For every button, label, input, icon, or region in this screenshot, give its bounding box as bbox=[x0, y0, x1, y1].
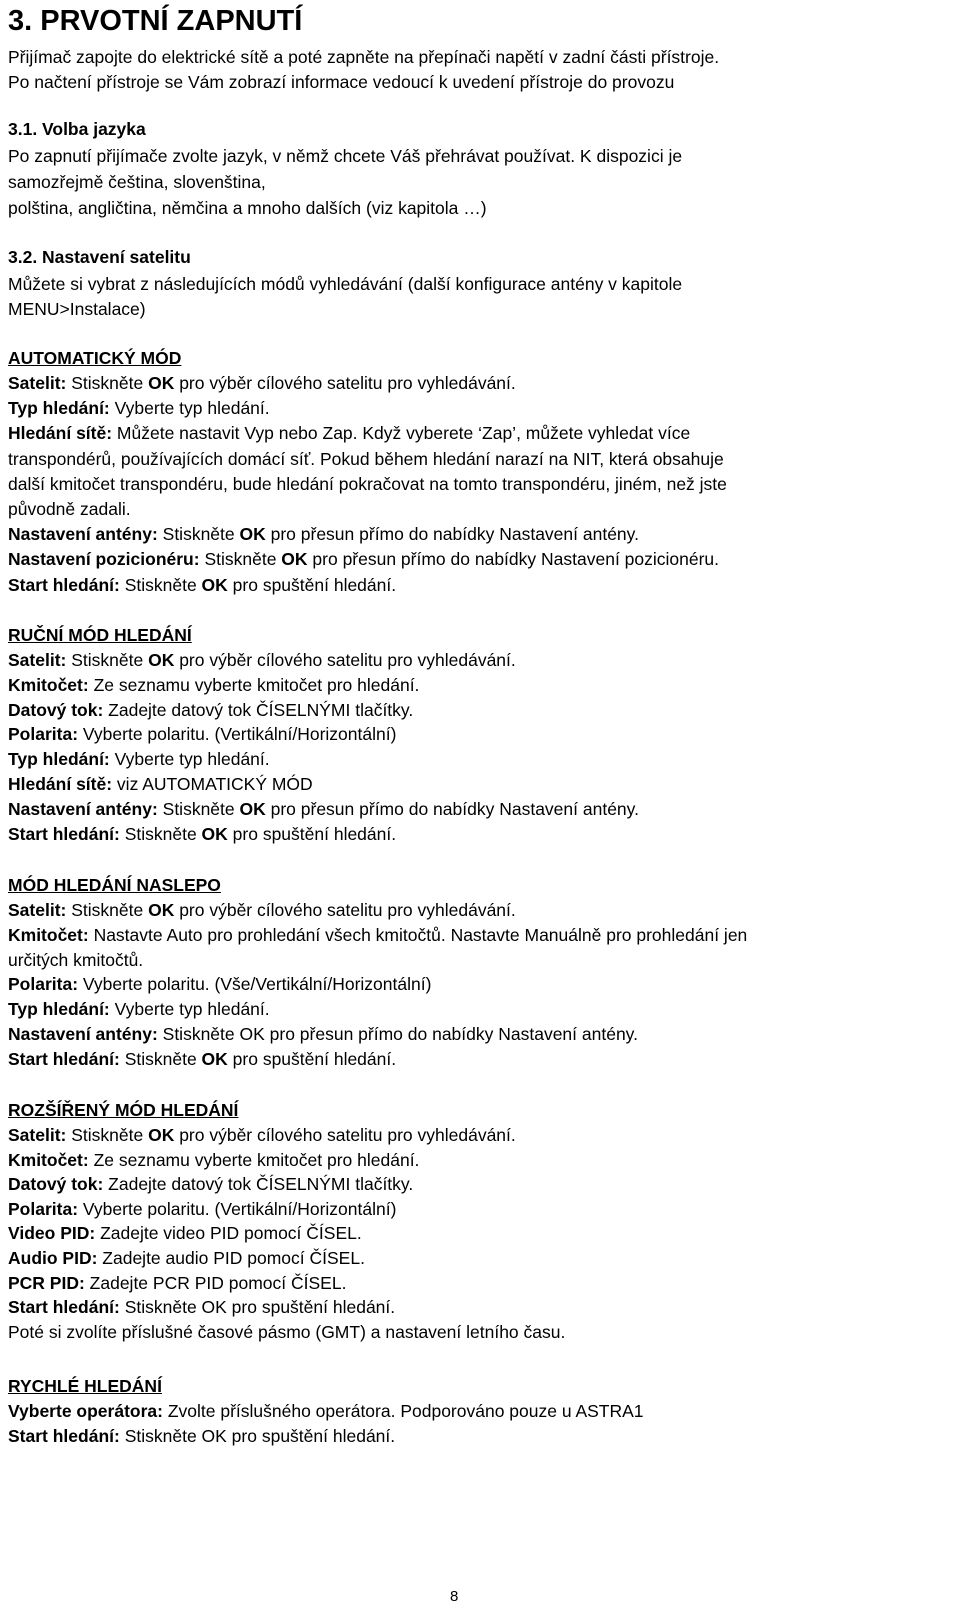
field-label: Start hledání: bbox=[8, 1048, 120, 1069]
field-label: Polarita: bbox=[8, 1198, 79, 1219]
row-text: pro výběr cílového satelitu pro vyhledávání. bbox=[174, 900, 516, 920]
row-text: Stiskněte OK pro přesun přímo do nabídky Nastavení antény. bbox=[157, 1024, 638, 1044]
row-text: Vyberte typ hledání. bbox=[109, 749, 270, 770]
row-text: Stiskněte OK pro spuštění hledání. bbox=[119, 1426, 396, 1446]
ok-key: OK bbox=[281, 549, 308, 570]
extended-row bbox=[8, 1320, 565, 1344]
blind-row bbox=[8, 948, 143, 972]
row-text: pro výběr cílového satelitu pro vyhledávání. bbox=[174, 650, 516, 670]
ok-key: OK bbox=[239, 524, 266, 545]
row-text: Stiskněte bbox=[66, 900, 149, 920]
field-label: Audio PID: bbox=[8, 1248, 98, 1268]
blind-mode-heading: MÓD HLEDÁNÍ NASLEPO bbox=[8, 875, 221, 895]
row-text: Zadejte datový tok ČÍSELNÝMI tlačítky. bbox=[103, 1174, 414, 1195]
row-text: Stiskněte bbox=[66, 650, 149, 670]
field-label: Datový tok: bbox=[8, 1174, 104, 1195]
auto-row bbox=[8, 497, 131, 521]
row-text: pro spuštění hledání. bbox=[227, 1048, 397, 1069]
section-3-1-heading bbox=[8, 117, 146, 141]
row-text: viz AUTOMATICKÝ MÓD bbox=[112, 774, 313, 794]
row-text: Vyberte typ hledání. bbox=[109, 398, 270, 419]
section-title: Volba jazyka bbox=[42, 119, 146, 139]
field-label: Start hledání: bbox=[8, 574, 120, 595]
auto-row bbox=[8, 396, 270, 420]
field-label: Typ hledání: bbox=[8, 398, 110, 419]
extended-row bbox=[8, 1221, 362, 1245]
auto-row bbox=[8, 573, 396, 597]
field-label: Polarita: bbox=[8, 724, 79, 745]
row-text: Stiskněte bbox=[66, 373, 149, 393]
blind-row bbox=[8, 1047, 396, 1071]
row-text: Vyberte typ hledání. bbox=[109, 999, 270, 1020]
row-text: pro výběr cílového satelitu pro vyhledávání. bbox=[174, 1125, 516, 1145]
section-number: 3.2. bbox=[8, 247, 38, 267]
field-label: Typ hledání: bbox=[8, 999, 110, 1020]
ok-key: OK bbox=[148, 373, 175, 393]
sec32-line-2: MENU>Instalace) bbox=[8, 299, 146, 319]
field-label: Nastavení antény: bbox=[8, 524, 158, 545]
blind-row bbox=[8, 923, 747, 947]
field-label: Hledání sítě: bbox=[8, 423, 113, 444]
row-text: Stiskněte bbox=[119, 823, 202, 844]
row-text: Stiskněte bbox=[66, 1125, 149, 1145]
field-label: Satelit: bbox=[8, 650, 67, 670]
row-text: Vyberte polaritu. (Vertikální/Horizontální) bbox=[78, 1198, 397, 1219]
row-text: Můžete nastavit Vyp nebo Zap. Když vyberete ‘Zap’, můžete vyhledat více bbox=[112, 423, 691, 444]
row-text: pro přesun přímo do nabídky Nastavení antény. bbox=[265, 798, 639, 819]
manual-row bbox=[8, 698, 413, 722]
row-text: Stiskněte bbox=[157, 798, 240, 819]
sec32-line-1: Můžete si vybrat z následujících módů vyhledávání (další konfigurace antény v kapitole bbox=[8, 274, 683, 294]
manual-mode-heading: RUČNÍ MÓD HLEDÁNÍ bbox=[8, 625, 192, 645]
row-text: Stiskněte bbox=[119, 574, 202, 595]
ok-key: OK bbox=[239, 798, 266, 819]
blind-row bbox=[8, 972, 431, 996]
field-label: Video PID: bbox=[8, 1223, 96, 1244]
row-text: Stiskněte bbox=[157, 524, 240, 545]
field-label: Typ hledání: bbox=[8, 749, 110, 770]
section-title: Nastavení satelitu bbox=[42, 247, 191, 267]
row-text: Zadejte datový tok ČÍSELNÝMI tlačítky. bbox=[103, 699, 414, 720]
field-label: Datový tok: bbox=[8, 699, 104, 720]
row-text: Zadejte video PID pomocí ČÍSEL. bbox=[95, 1223, 362, 1244]
auto-row bbox=[8, 547, 719, 571]
extended-row bbox=[8, 1271, 346, 1295]
row-text: původně zadali. bbox=[8, 499, 131, 519]
row-text: Ze seznamu vyberte kmitočet pro hledání. bbox=[88, 1149, 420, 1170]
row-text: Stiskněte OK pro spuštění hledání. bbox=[119, 1297, 396, 1318]
manual-row bbox=[8, 648, 516, 672]
row-text: Stiskněte bbox=[199, 549, 282, 570]
field-label: Vyberte operátora: bbox=[8, 1401, 163, 1421]
auto-row bbox=[8, 472, 727, 496]
sec31-line-1: Po zapnutí přijímače zvolte jazyk, v němž chcete Váš přehrávat používat. K dispozici je bbox=[8, 146, 683, 166]
field-label: Nastavení pozicionéru: bbox=[8, 549, 200, 570]
field-label: Satelit: bbox=[8, 900, 67, 920]
sec31-line-3: polština, angličtina, němčina a mnoho dalších (viz kapitola …) bbox=[8, 198, 487, 218]
row-text: pro výběr cílového satelitu pro vyhledávání. bbox=[174, 373, 516, 393]
row-text: pro spuštění hledání. bbox=[227, 823, 397, 844]
page-number: 8 bbox=[450, 1588, 459, 1605]
extended-row bbox=[8, 1123, 516, 1147]
blind-row bbox=[8, 997, 270, 1021]
manual-row bbox=[8, 722, 396, 746]
extended-mode-heading: ROZŠÍŘENÝ MÓD HLEDÁNÍ bbox=[8, 1100, 239, 1120]
row-text: pro spuštění hledání. bbox=[227, 574, 397, 595]
auto-row bbox=[8, 371, 516, 395]
manual-row bbox=[8, 797, 639, 821]
ok-key: OK bbox=[201, 1048, 228, 1069]
row-text: Vyberte polaritu. (Vertikální/Horizontální) bbox=[78, 724, 397, 745]
intro-line-2: Po načtení přístroje se Vám zobrazí informace vedoucí k uvedení přístroje do provozu bbox=[8, 72, 675, 92]
ok-key: OK bbox=[148, 1125, 175, 1145]
field-label: Kmitočet: bbox=[8, 924, 89, 945]
field-label: Satelit: bbox=[8, 1125, 67, 1145]
row-text: Ze seznamu vyberte kmitočet pro hledání. bbox=[88, 674, 420, 695]
blind-row bbox=[8, 898, 516, 922]
extended-row bbox=[8, 1246, 365, 1270]
blind-row bbox=[8, 1022, 638, 1046]
row-text: Zvolte příslušného operátora. Podporováno pouze u ASTRA1 bbox=[162, 1401, 644, 1421]
extended-row bbox=[8, 1197, 396, 1221]
row-text: Zadejte PCR PID pomocí ČÍSEL. bbox=[84, 1272, 347, 1293]
auto-mode-heading: AUTOMATICKÝ MÓD bbox=[8, 348, 182, 368]
manual-row bbox=[8, 747, 270, 771]
extended-row bbox=[8, 1295, 395, 1319]
manual-row bbox=[8, 822, 396, 846]
row-text: transpondérů, používajících domácí síť. Pokud během hledání narazí na NIT, která obsahuje bbox=[8, 448, 724, 469]
auto-row bbox=[8, 522, 639, 546]
ok-key: OK bbox=[201, 574, 228, 595]
ok-key: OK bbox=[148, 900, 175, 920]
row-text: Zadejte audio PID pomocí ČÍSEL. bbox=[97, 1248, 365, 1268]
field-label: Start hledání: bbox=[8, 1297, 120, 1318]
row-text: pro přesun přímo do nabídky Nastavení antény. bbox=[265, 524, 639, 545]
field-label: Polarita: bbox=[8, 974, 79, 995]
field-label: Start hledání: bbox=[8, 823, 120, 844]
field-label: Nastavení antény: bbox=[8, 1024, 158, 1044]
intro-line-1: Přijímač zapojte do elektrické sítě a poté zapněte na přepínači napětí v zadní části přístroje. bbox=[8, 47, 720, 67]
extended-row bbox=[8, 1172, 413, 1196]
sec31-line-2: samozřejmě čeština, slovenština, bbox=[8, 172, 266, 192]
row-text: Poté si zvolíte příslušné časové pásmo (GMT) a nastavení letního času. bbox=[8, 1321, 566, 1342]
ok-key: OK bbox=[201, 823, 228, 844]
auto-row bbox=[8, 447, 724, 471]
row-text: Vyberte polaritu. (Vše/Vertikální/Horizontální) bbox=[78, 974, 432, 995]
field-label: Nastavení antény: bbox=[8, 798, 158, 819]
ok-key: OK bbox=[148, 650, 175, 670]
quick-search-heading: RYCHLÉ HLEDÁNÍ bbox=[8, 1376, 162, 1396]
manual-row bbox=[8, 772, 313, 796]
field-label: Kmitočet: bbox=[8, 674, 89, 695]
section-number: 3.1. bbox=[8, 119, 38, 139]
quick-row bbox=[8, 1424, 395, 1448]
field-label: Start hledání: bbox=[8, 1426, 120, 1446]
field-label: Kmitočet: bbox=[8, 1149, 89, 1170]
row-text: pro přesun přímo do nabídky Nastavení pozicionéru. bbox=[307, 549, 720, 570]
auto-row bbox=[8, 421, 690, 445]
field-label: PCR PID: bbox=[8, 1272, 85, 1293]
extended-row bbox=[8, 1148, 419, 1172]
quick-row bbox=[8, 1399, 644, 1423]
row-text: Stiskněte bbox=[119, 1048, 202, 1069]
manual-row bbox=[8, 673, 419, 697]
page-title: 3. PRVOTNÍ ZAPNUTÍ bbox=[8, 5, 303, 37]
row-text: Nastavte Auto pro prohledání všech kmitočtů. Nastavte Manuálně pro prohledání jen bbox=[88, 924, 748, 945]
row-text: určitých kmitočtů. bbox=[8, 949, 144, 970]
field-label: Hledání sítě: bbox=[8, 774, 113, 794]
section-3-2-heading bbox=[8, 245, 191, 269]
row-text: další kmitočet transpondéru, bude hledání pokračovat na tomto transpondéru, jiném, než jste bbox=[8, 473, 727, 494]
field-label: Satelit: bbox=[8, 373, 67, 393]
